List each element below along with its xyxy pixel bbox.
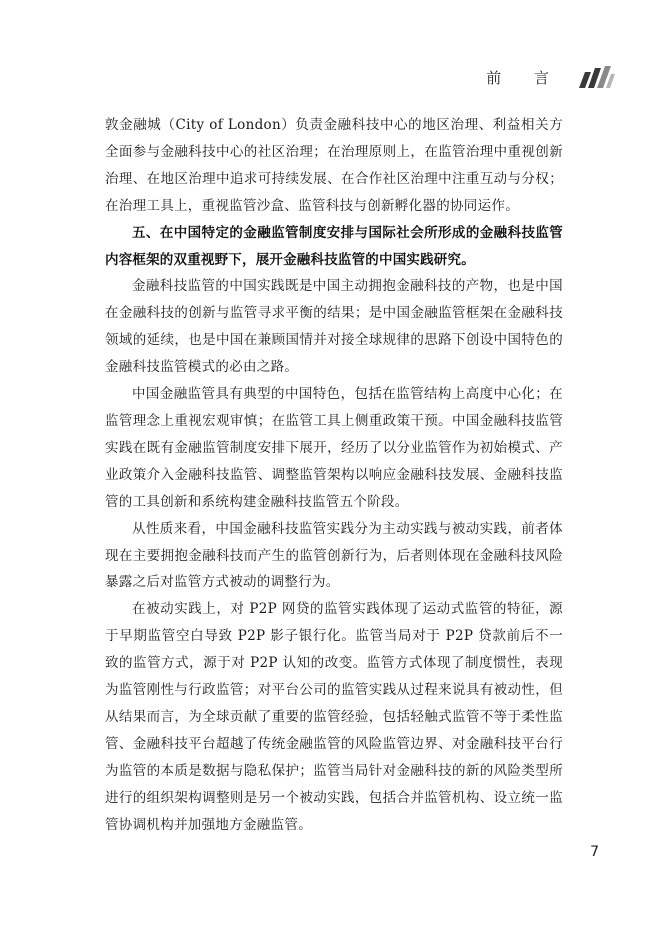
body-text bbox=[105, 112, 563, 838]
paragraph: 中国金融监管具有典型的中国特色，包括在监管结构上高度中心化；在监管理念上重视宏观审慎；在监管工具上侧重政策干预。中国金融科技监管实践在既有金融监管制度安排下展开，经历了以分业监管作为初始模式、产业政策介入金融科技监管、调整监管架构以响应金融科技发展、金融科技监管的工具创新和系统构建金融科技监管五个阶段。 bbox=[105, 386, 563, 510]
paragraph: 金融科技监管的中国实践既是中国主动拥抱金融科技的产物，也是中国在金融科技的创新与监管寻求平衡的结果；是中国金融监管框架在金融科技领域的延续，也是中国在兼顾国情并对接全球规律的思路下创设中国特色的金融科技监管模式的必由之路。 bbox=[105, 278, 563, 376]
section-heading-five: 五、在中国特定的金融监管制度安排与国际社会所形成的金融科技监管内容框架的双重视野下，展开金融科技监管的中国实践研究。 bbox=[105, 224, 563, 268]
running-header bbox=[486, 66, 615, 88]
paragraph: 在被动实践上，对 P2P 网贷的监管实践体现了运动式监管的特征，源于早期监管空白导致 P2P 影子银行化。监管当局对于 P2P 贷款前后不一致的监管方式，源于对 P2P 认知的改变。监管方式体现了制度惯性，表现为监管刚性与行政监管；对平台公司的监管实践从过程来说具有被动性，但从结果而言，为全球贡献了重要的监管经验，包括轻触式监管不等于柔性监管、金融科技平台超越了传统金融监管的风险监管边界、对金融科技平台行为监管的本质是数据与隐私保护；监管当局针对金融科技的新的风险类型所进行的组织架构调整则是另一个被动实践，包括合并监管机构、设立统一监管协调机构并加强地方金融监管。 bbox=[105, 601, 563, 833]
slanted-bars-logo-icon bbox=[577, 66, 615, 88]
paragraph-continuation: 敦金融城（City of London）负责金融科技中心的地区治理、利益相关方全面参与金融科技中心的社区治理；在治理原则上，在监管治理中重视创新治理、在地区治理中追求可持续发展、在合作社区治理中注重互动与分权；在治理工具上，重视监管沙盒、监管科技与创新孵化器的协同运作。 bbox=[105, 117, 563, 214]
paragraph: 从性质来看，中国金融科技监管实践分为主动实践与被动实践，前者体现在主要拥抱金融科技而产生的监管创新行为，后者则体现在金融科技风险暴露之后对监管方式被动的调整行为。 bbox=[105, 520, 563, 591]
page-number: 7 bbox=[590, 844, 599, 860]
running-header-title: 前 言 bbox=[486, 68, 563, 87]
